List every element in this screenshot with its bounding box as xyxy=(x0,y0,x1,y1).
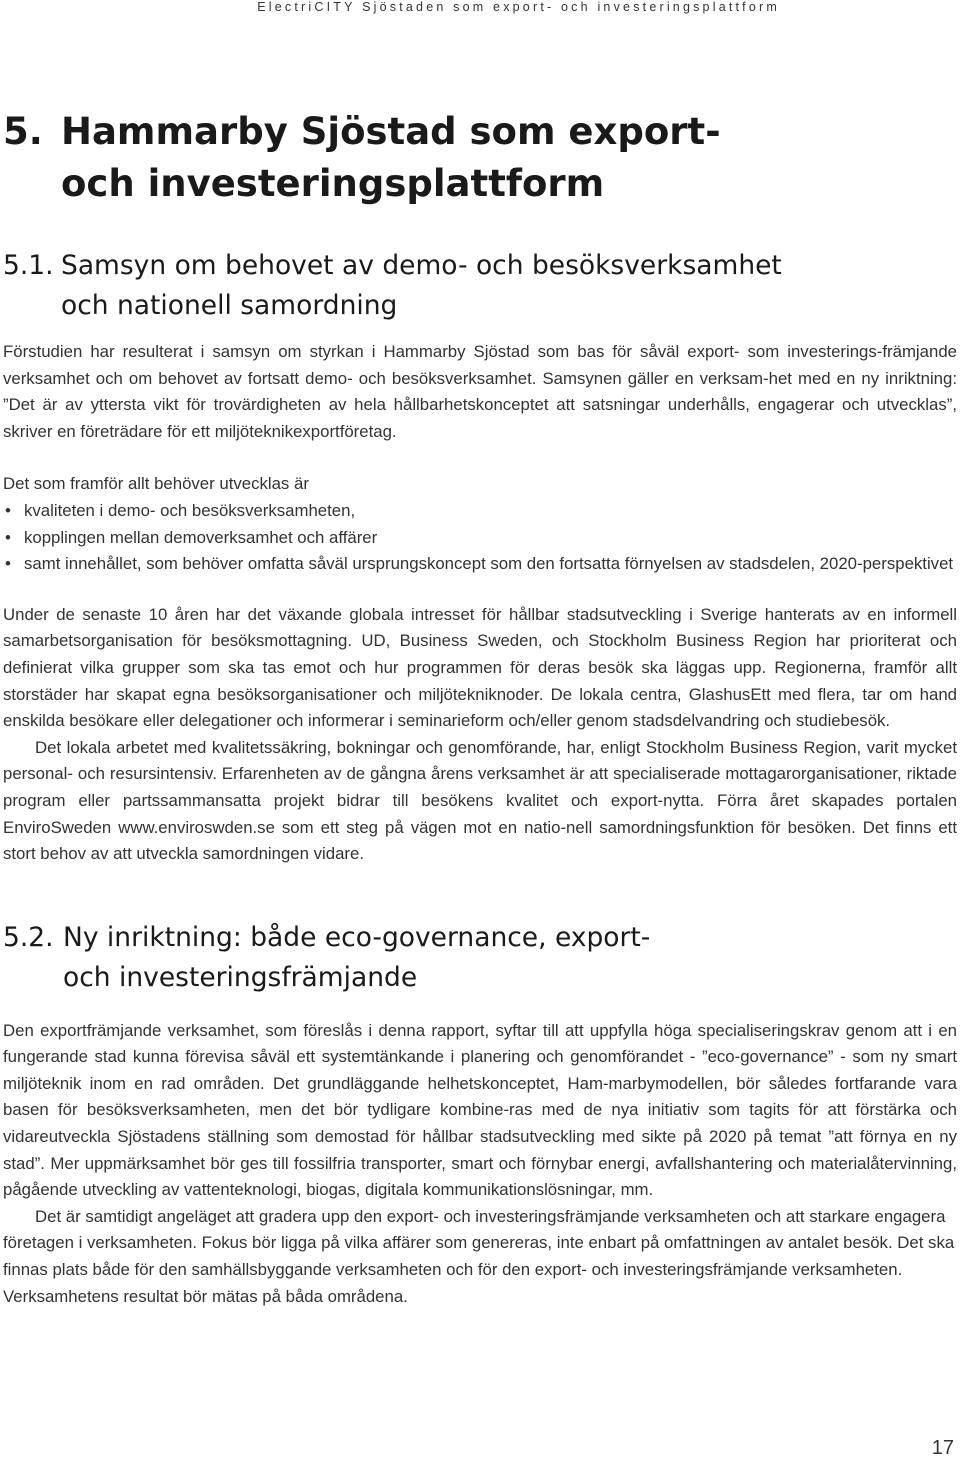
section-2-paragraph-2: Det är samtidigt angeläget att gradera upp den export- och investeringsfrämjande verksamheten och att starkare engagera företagen i verksamheten. Fokus bör ligga på vilka affärer som genereras, inte enbart på omfattningen av antalet besök. Det ska finnas plats både för den samhällsbyggande verksamheten och för den export- och investeringsfrämjande verksamheten. Verksamhetens resultat bör mätas på båda områdena. xyxy=(3,1206,955,1306)
section-2-number: 5.2. xyxy=(3,921,54,953)
section-1-paragraph-2: Under de senaste 10 åren har det växande globala intresset för hållbar stadsutveckling i Sverige hanterats av en informell samarbetsorganisation för besöksmottagning. UD, Business Sweden, och Stockholm Business Region har prioriterat och definierat vilka grupper som ska tas emot och hur programmen för deras besök ska läggas upp. Regionerna, framför allt storstäder har skapat egna besöksorganisationer och miljötekniknoder. De lokala centra, GlashusEtt med flera, tar om hand enskilda besökare eller delegationer och informerar i seminarieform och/eller genom stadsdelvandring och studiebesök. xyxy=(3,604,957,731)
chapter-title-line2: och investeringsplattform xyxy=(61,162,605,205)
chapter-title-line1: Hammarby Sjöstad som export- xyxy=(61,110,721,153)
list-item: • samt innehållet, som behöver omfatta såväl ursprungskoncept som den fortsatta förnyelsen av stadsdelen, 2020-perspektivet xyxy=(3,551,957,578)
section-1-title-line2: och nationell samordning xyxy=(61,290,398,321)
section-2-heading xyxy=(3,918,957,998)
section-2-title-line1: Ny inriktning: både eco-governance, export- xyxy=(63,921,651,953)
list-item: • kvaliteten i demo- och besöksverksamheten, xyxy=(3,498,957,525)
chapter-title xyxy=(3,106,957,210)
section-1-number: 5.1. xyxy=(3,250,54,281)
page-number: 17 xyxy=(931,1437,954,1459)
chapter-number: 5. xyxy=(3,110,43,153)
section-1-title-line1: Samsyn om behovet av demo- och besöksverksamhet xyxy=(61,250,782,281)
section-1-paragraph-1: Förstudien har resulterat i samsyn om styrkan i Hammarby Sjöstad som bas för såväl export- som investerings-främjande verksamhet och om behovet av fortsatt demo- och besöksverksamhet. Samsynen gäller en verksam-het med en ny inriktning: ”Det är av yttersta vikt för trovärdigheten av hela hållbarhetskonceptet att satsningar underhålls, engagerar och utvecklas”, skriver en företrädare för ett miljöteknikexportföretag. xyxy=(3,342,957,441)
section-2-title-line2: och investeringsfrämjande xyxy=(63,961,418,993)
list-item: • kopplingen mellan demoverksamhet och affärer xyxy=(3,525,957,552)
running-title: ElectriCITY Sjöstaden som export- och investeringsplattform xyxy=(257,0,780,14)
page-content xyxy=(3,106,957,1310)
list-intro: Det som framför allt behöver utvecklas är xyxy=(3,474,309,494)
running-header xyxy=(0,0,960,14)
section-2-paragraph-1: Den exportfrämjande verksamhet, som föreslås i denna rapport, syftar till att uppfylla höga specialiseringskrav genom att i en fungerande stad kunna förevisa såväl ett systemtänkande i planering och genomförandet - ”eco-governance” - som ny smart miljöteknik inom en rad områden. Det grundläggande helhetskonceptet, Ham-marbymodellen, bör således fortfarande vara basen för besöksverksamheten, men det bör tydligare kombine-ras med de nya initiativ som tagits för att förstärka och vidareutveckla Sjöstadens ställning som demostad för hållbar stadsutveckling med sikte på 2020 på temat ”att förnya en ny stad”. Mer uppmärksamhet bör ges till fossilfria transporter, smart och förnybar energi, avfallshantering och materialåtervinning, pågående utveckling av vattenteknologi, biogas, digitala kommunikationslösningar, mm. xyxy=(3,1020,957,1200)
section-1-paragraph-3: Det lokala arbetet med kvalitetssäkring, bokningar och genomförande, har, enligt Stockholm Business Region, varit mycket personal- och resursintensiv. Erfarenheten av de gångna årens verksamhet är att specialiserade mottagarorganisationer, riktade program eller partssammansatta projekt bidrar till besökens kvalitet och export-nytta. Förra året skapades portalen EnviroSweden www.enviroswden.se som ett steg på vägen mot en natio-nell samordningsfunktion för besöken. Det finns ett stort behov av att utveckla samordningen vidare. xyxy=(3,737,957,864)
bullet-list xyxy=(3,498,957,578)
section-1-heading xyxy=(3,246,957,326)
